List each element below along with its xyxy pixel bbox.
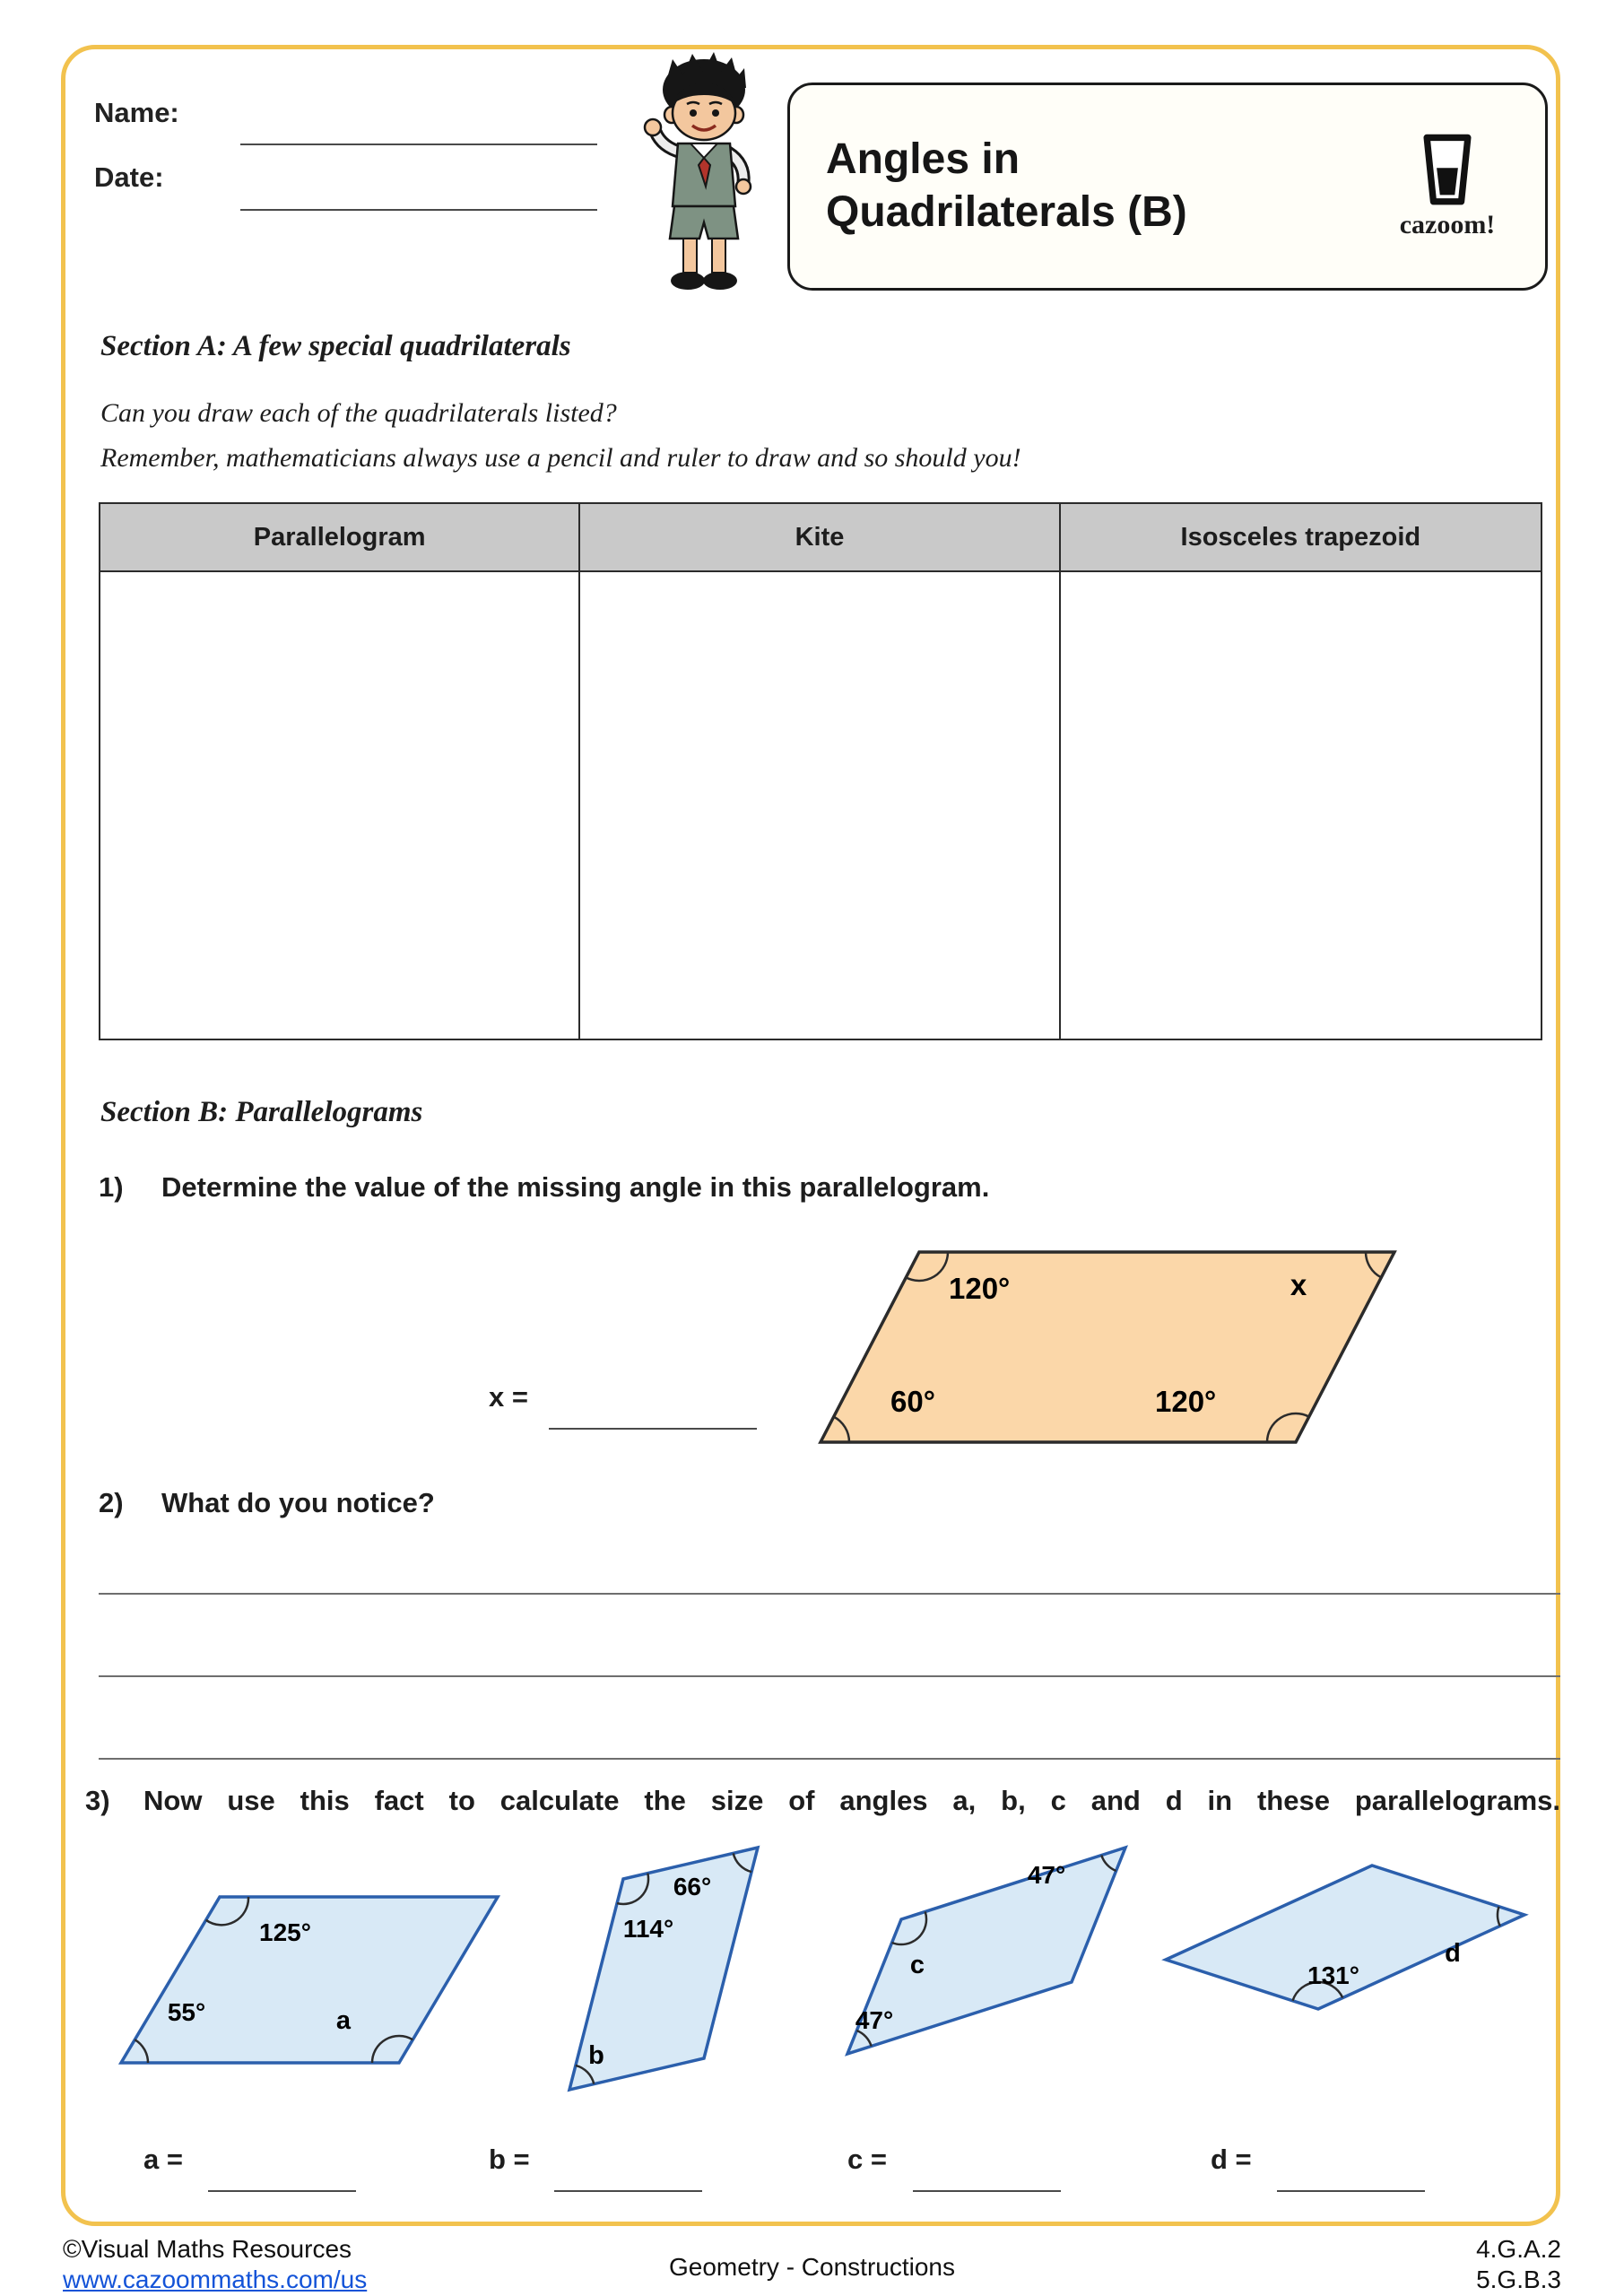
q1-angle-top-left: 120° [949,1272,1011,1305]
section-a-instruction-2: Remember, mathematicians always use a pencil and ruler to draw and so should you! [100,443,1021,473]
quadrilaterals-table [99,502,1542,1040]
answer-b-label: b = [489,2144,530,2175]
p3-angle-bottom-left: 47° [855,2006,894,2034]
q1-angle-bottom-left: 60° [890,1385,935,1418]
p2-angle-upper-left: 114° [622,1915,674,1943]
drawing-cell-kite [580,572,1060,1039]
cazoom-glass-icon [1419,133,1476,208]
q1-angle-bottom-right: 120° [1155,1385,1217,1418]
cazoom-logo [1371,133,1524,240]
name-blank-line [240,142,597,145]
title-box [787,83,1548,291]
p3-angle-top-right: 47° [1027,1861,1066,1889]
q2-number: 2) [99,1487,124,1518]
q2-answer-line-2 [99,1675,1560,1677]
p1-angle-top-left: 125° [259,1918,311,1946]
q1-text: Determine the value of the missing angle in this parallelogram. [161,1171,990,1203]
q1-number: 1) [99,1171,124,1203]
p1-angle-a: a [335,2006,352,2035]
answer-a-label: a = [143,2144,183,2175]
p2-angle-top: 66° [673,1873,712,1900]
p4-angle-bottom: 131° [1307,1961,1359,1989]
boy-illustration [619,45,789,314]
footer-standard-1: 4.G.A.2 [1476,2235,1561,2263]
footer-standard-2: 5.G.B.3 [1476,2266,1561,2293]
answer-b-blank [554,2154,702,2192]
p3-angle-c: c [909,1951,925,1979]
footer-center-text: Geometry - Constructions [669,2253,955,2281]
page-title-line2: Quadrilaterals (B) [826,188,1187,236]
q3-number: 3) [85,1785,110,1816]
footer-copyright: ©Visual Maths Resources [63,2235,352,2263]
page-title [790,134,1371,239]
drawing-cell-isosceles-trapezoid [1061,572,1541,1039]
q3-text: Now use this fact to calculate the size of angles a, b, c and d in these parallelograms. [143,1785,1560,1816]
date-label: Date: [94,161,164,193]
date-blank-line [240,207,597,211]
section-a-heading: Section A: A few special quadrilaterals [100,330,571,362]
section-a-instruction-1: Can you draw each of the quadrilaterals listed? [100,398,617,428]
q2-answer-line-1 [99,1593,1560,1595]
q1-parallelogram-figure [798,1227,1417,1456]
section-b-heading: Section B: Parallelograms [100,1096,423,1128]
table-header-isosceles-trapezoid: Isosceles trapezoid [1061,504,1541,572]
q1-answer-label: x = [489,1381,528,1413]
answer-c-blank [913,2154,1061,2192]
q2-text: What do you notice? [161,1487,435,1518]
page-title-line1: Angles in [826,135,1020,184]
answer-c-label: c = [847,2144,887,2175]
answer-d-blank [1277,2154,1425,2192]
name-label: Name: [94,97,179,128]
drawing-cell-parallelogram [100,572,580,1039]
cazoom-logo-text: cazoom! [1399,210,1496,239]
q2-answer-line-3 [99,1758,1560,1760]
p2-angle-b: b [588,2041,604,2070]
answer-a-blank [208,2154,356,2192]
footer-url-link[interactable]: www.cazoommaths.com/us [63,2266,368,2293]
q1-answer-blank [549,1392,757,1430]
p1-angle-bottom-left: 55° [167,1998,206,2026]
q1-angle-top-right: x [1290,1268,1307,1301]
table-header-parallelogram: Parallelogram [100,504,580,572]
p4-angle-d: d [1445,1939,1461,1968]
answer-d-label: d = [1211,2144,1252,2175]
q3-parallelograms-figure [67,1830,1556,2126]
table-header-kite: Kite [580,504,1060,572]
